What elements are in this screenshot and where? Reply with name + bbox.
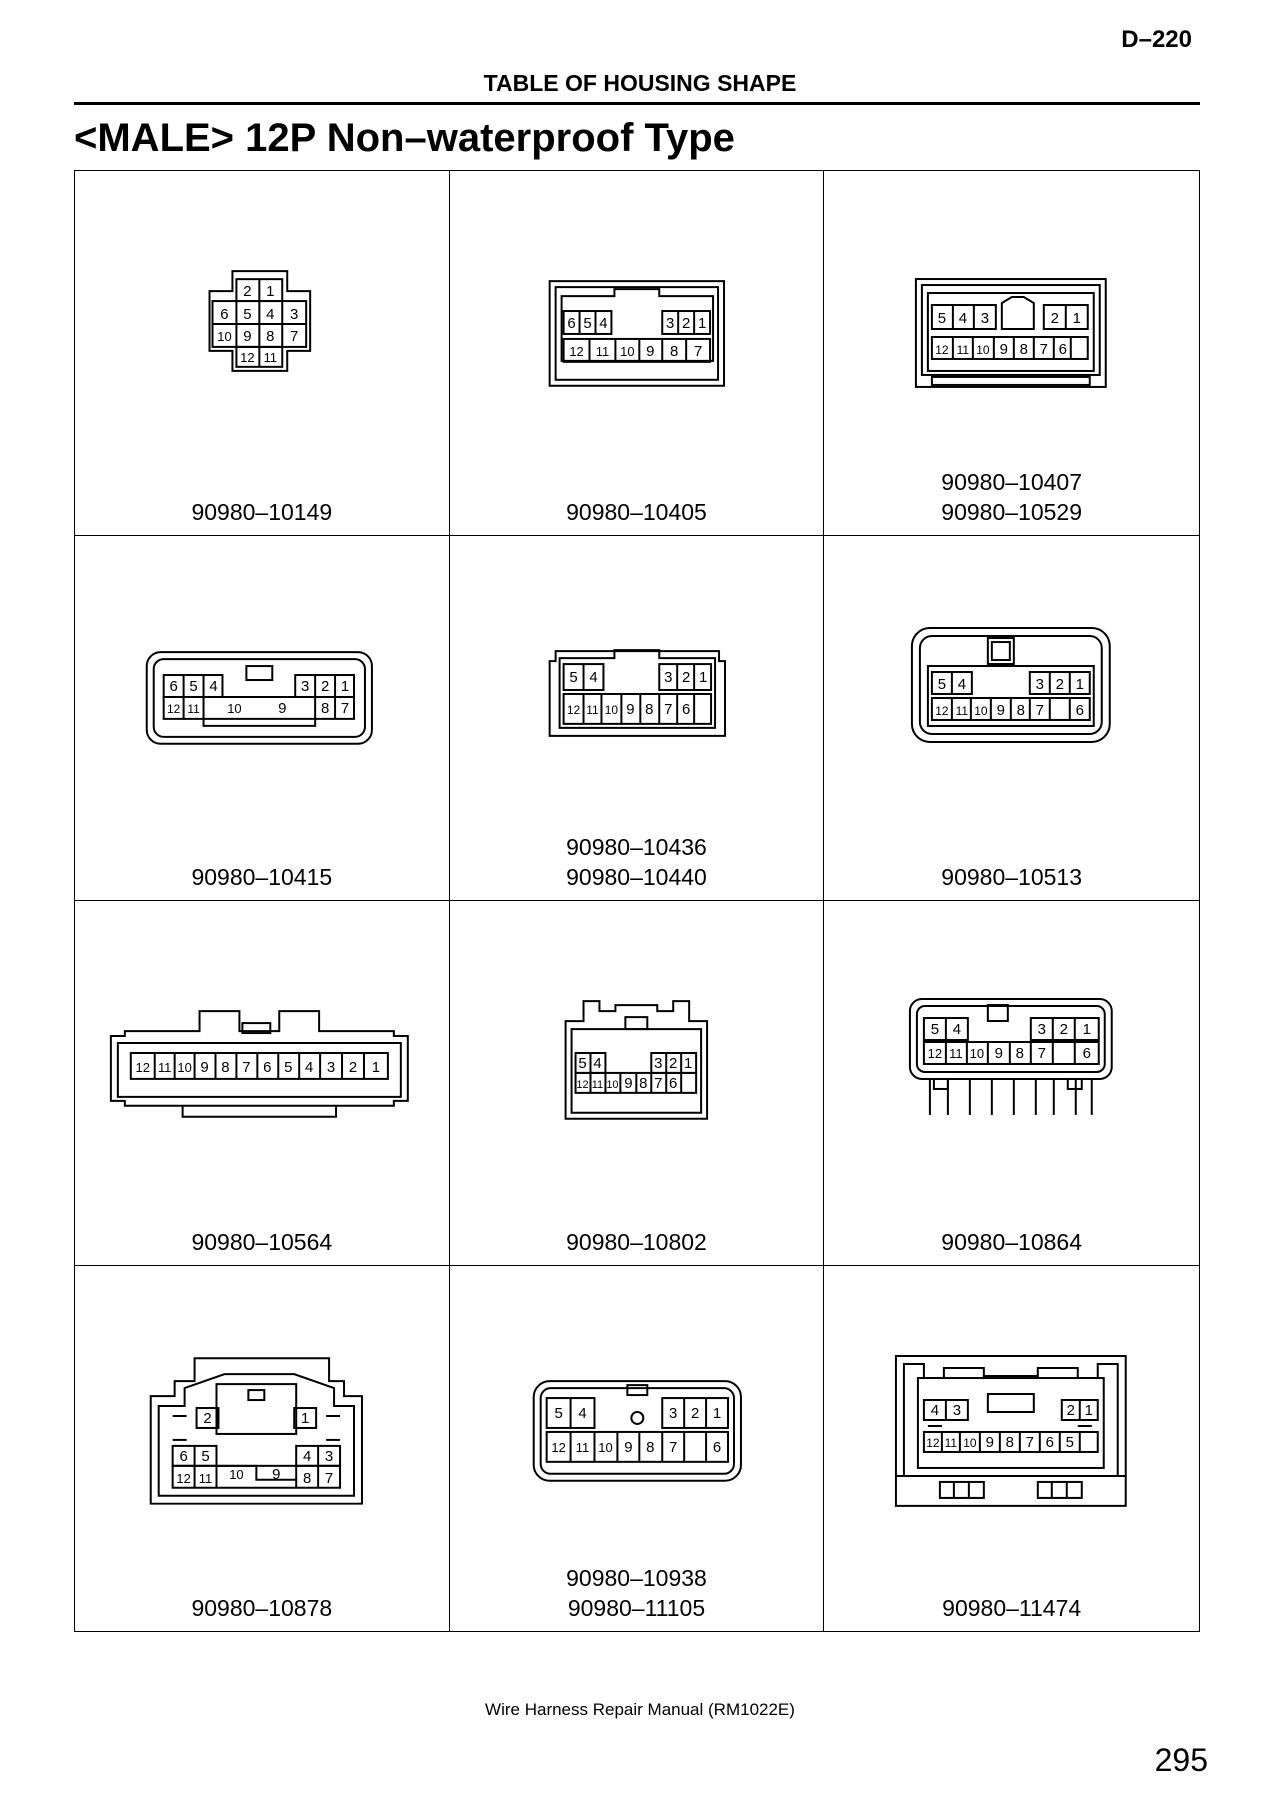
part-number: 90980–10436 (566, 834, 707, 860)
part-number: 90980–10513 (941, 864, 1083, 890)
connector-diagram-10513 (824, 536, 1199, 836)
svg-text:1: 1 (301, 1409, 310, 1427)
svg-text:9: 9 (645, 342, 655, 360)
svg-text:1: 1 (698, 669, 707, 687)
svg-text:1: 1 (1084, 1402, 1094, 1420)
svg-text:6: 6 (1082, 1044, 1092, 1062)
svg-text:9: 9 (278, 699, 287, 717)
svg-text:7: 7 (693, 342, 702, 360)
svg-text:5: 5 (554, 1404, 563, 1422)
connector-cell-10436 (450, 536, 825, 901)
svg-text:10: 10 (974, 703, 988, 718)
part-number-list (75, 1593, 449, 1623)
svg-text:5: 5 (583, 314, 592, 332)
svg-text:4: 4 (958, 675, 967, 693)
svg-text:12: 12 (176, 1470, 191, 1486)
svg-text:1: 1 (712, 1404, 721, 1422)
svg-text:5: 5 (189, 677, 198, 695)
part-number-list (75, 1227, 449, 1257)
svg-text:8: 8 (644, 700, 654, 718)
part-number: 90980–10407 (941, 469, 1083, 495)
connector-cell-10149 (75, 171, 450, 536)
svg-text:8: 8 (1019, 340, 1029, 358)
svg-text:12: 12 (935, 342, 949, 357)
svg-text:1: 1 (340, 677, 350, 695)
svg-text:8: 8 (638, 1074, 648, 1092)
svg-text:4: 4 (592, 1054, 602, 1072)
svg-text:8: 8 (303, 1469, 312, 1487)
svg-text:11: 11 (575, 1439, 589, 1455)
svg-text:2: 2 (668, 1054, 678, 1072)
svg-text:11: 11 (595, 343, 609, 359)
svg-text:1: 1 (1075, 675, 1085, 693)
svg-text:9: 9 (272, 1465, 281, 1483)
connector-diagram-10802 (450, 901, 824, 1201)
svg-text:10: 10 (604, 702, 618, 717)
svg-text:8: 8 (1015, 1044, 1025, 1062)
svg-text:1: 1 (1082, 1021, 1092, 1039)
svg-text:10: 10 (963, 1435, 977, 1450)
connector-diagram-10436 (450, 536, 824, 836)
svg-text:2: 2 (690, 1404, 699, 1422)
part-number-list (450, 497, 824, 527)
svg-text:8: 8 (645, 1438, 655, 1456)
svg-text:11: 11 (956, 342, 970, 357)
connector-cell-10564 (75, 901, 450, 1266)
connector-cell-11474 (824, 1266, 1199, 1631)
svg-text:7: 7 (242, 1058, 251, 1076)
svg-text:11: 11 (263, 349, 278, 365)
svg-text:1: 1 (697, 314, 706, 332)
header-rule (74, 102, 1200, 105)
svg-text:12: 12 (167, 701, 181, 716)
svg-text:10: 10 (605, 1078, 619, 1091)
part-number: 90980–10405 (566, 499, 707, 525)
svg-text:4: 4 (953, 1021, 962, 1039)
part-number-list (824, 1593, 1199, 1623)
part-number: 90980–10864 (941, 1229, 1083, 1255)
connector-diagram-10149 (75, 171, 449, 471)
svg-text:3: 3 (663, 669, 673, 687)
svg-text:3: 3 (653, 1054, 663, 1072)
svg-text:8: 8 (221, 1058, 230, 1076)
part-number: 90980–11474 (942, 1595, 1082, 1621)
svg-text:11: 11 (585, 702, 599, 717)
svg-text:5: 5 (938, 675, 947, 693)
svg-text:7: 7 (324, 1469, 334, 1487)
svg-text:12: 12 (240, 349, 255, 365)
svg-text:8: 8 (1016, 701, 1026, 719)
svg-text:7: 7 (290, 327, 299, 345)
svg-text:12: 12 (569, 343, 584, 359)
connector-cell-10513 (824, 536, 1199, 901)
svg-text:4: 4 (266, 306, 275, 324)
svg-text:1: 1 (683, 1054, 692, 1072)
svg-text:1: 1 (371, 1058, 381, 1076)
svg-text:11: 11 (944, 1435, 958, 1450)
svg-text:12: 12 (566, 702, 580, 717)
svg-text:11: 11 (955, 703, 969, 718)
svg-text:6: 6 (169, 677, 178, 695)
svg-text:5: 5 (578, 1054, 587, 1072)
svg-text:2: 2 (203, 1409, 212, 1427)
svg-text:4: 4 (578, 1404, 587, 1422)
connector-cell-10864 (824, 901, 1199, 1266)
part-number: 90980–10440 (566, 864, 707, 890)
part-number: 90980–10529 (941, 499, 1083, 525)
svg-text:6: 6 (668, 1074, 678, 1092)
svg-text:2: 2 (1055, 675, 1065, 693)
part-number-list (450, 832, 824, 892)
svg-text:9: 9 (625, 700, 635, 718)
part-number: 90980–10149 (191, 499, 333, 525)
svg-text:10: 10 (229, 1466, 244, 1482)
svg-text:10: 10 (217, 328, 232, 344)
svg-text:10: 10 (177, 1059, 192, 1075)
connector-diagram-10415 (75, 536, 449, 836)
part-number-list (824, 467, 1199, 527)
svg-text:12: 12 (928, 1045, 943, 1061)
part-number-list (75, 497, 449, 527)
connector-cell-10802 (450, 901, 825, 1266)
svg-text:6: 6 (1045, 1433, 1055, 1451)
connector-diagram-10864 (824, 901, 1199, 1201)
svg-text:8: 8 (669, 342, 679, 360)
svg-text:7: 7 (653, 1074, 663, 1092)
part-number: 90980–10938 (566, 1565, 707, 1591)
svg-text:3: 3 (1037, 1021, 1047, 1039)
svg-text:4: 4 (931, 1402, 940, 1420)
svg-text:11: 11 (949, 1045, 963, 1061)
svg-text:7: 7 (668, 1438, 678, 1456)
svg-text:3: 3 (665, 314, 675, 332)
connector-diagram-10405 (450, 171, 824, 471)
svg-text:10: 10 (227, 700, 242, 716)
svg-text:6: 6 (712, 1438, 721, 1456)
housing-shape-table (74, 170, 1200, 1632)
svg-text:10: 10 (969, 1045, 985, 1061)
svg-text:3: 3 (668, 1404, 678, 1422)
svg-text:2: 2 (1066, 1402, 1076, 1420)
svg-text:12: 12 (135, 1059, 150, 1075)
svg-text:9: 9 (986, 1433, 995, 1451)
connector-diagram-10878 (75, 1266, 449, 1566)
svg-text:6: 6 (1058, 340, 1068, 358)
svg-text:1: 1 (1072, 309, 1082, 327)
connector-diagram-10407 (824, 171, 1199, 471)
svg-text:6: 6 (220, 306, 229, 324)
svg-text:5: 5 (243, 306, 252, 324)
svg-text:3: 3 (953, 1402, 962, 1420)
svg-text:2: 2 (1050, 309, 1060, 327)
svg-text:3: 3 (290, 306, 299, 324)
connector-diagram-10938 (450, 1266, 824, 1566)
svg-text:1: 1 (266, 283, 275, 301)
svg-text:2: 2 (681, 669, 690, 687)
part-number-list (824, 862, 1199, 892)
svg-text:2: 2 (1059, 1021, 1069, 1039)
svg-text:2: 2 (320, 677, 330, 695)
svg-text:6: 6 (567, 314, 576, 332)
svg-text:4: 4 (305, 1058, 314, 1076)
svg-text:8: 8 (320, 699, 330, 717)
connector-cell-10415 (75, 536, 450, 901)
part-number: 90980–10564 (191, 1229, 333, 1255)
svg-text:3: 3 (326, 1058, 336, 1076)
svg-text:7: 7 (340, 699, 350, 717)
svg-text:6: 6 (263, 1058, 272, 1076)
svg-text:12: 12 (926, 1435, 940, 1450)
svg-text:10: 10 (597, 1439, 613, 1455)
svg-text:7: 7 (1025, 1433, 1035, 1451)
svg-text:7: 7 (1039, 340, 1049, 358)
page-number: 295 (1154, 1742, 1208, 1778)
svg-text:9: 9 (995, 1044, 1004, 1062)
svg-text:2: 2 (681, 314, 690, 332)
svg-text:4: 4 (209, 677, 218, 695)
svg-text:3: 3 (1035, 675, 1045, 693)
footer-manual-title: Wire Harness Repair Manual (RM1022E) (485, 1700, 795, 1719)
svg-text:9: 9 (243, 327, 252, 345)
svg-text:9: 9 (623, 1438, 633, 1456)
svg-text:5: 5 (569, 669, 578, 687)
part-number-list (824, 1227, 1199, 1257)
part-number: 90980–10415 (191, 864, 333, 890)
svg-text:11: 11 (198, 1470, 213, 1486)
svg-text:12: 12 (935, 703, 949, 718)
svg-text:11: 11 (157, 1059, 172, 1075)
connector-cell-10407 (824, 171, 1199, 536)
svg-text:12: 12 (576, 1078, 589, 1091)
svg-text:2: 2 (348, 1058, 358, 1076)
section-title: TABLE OF HOUSING SHAPE (483, 70, 797, 96)
part-number: 90980–10878 (191, 1595, 333, 1621)
svg-text:5: 5 (201, 1447, 210, 1465)
svg-text:4: 4 (959, 309, 968, 327)
svg-text:11: 11 (187, 701, 200, 716)
connector-diagram-11474 (824, 1266, 1199, 1566)
page-id: D–220 (1121, 26, 1192, 53)
svg-text:6: 6 (681, 700, 690, 718)
part-number-list (75, 862, 449, 892)
svg-text:7: 7 (663, 700, 673, 718)
svg-text:9: 9 (200, 1058, 209, 1076)
svg-text:5: 5 (284, 1058, 293, 1076)
connector-diagram-10564 (75, 901, 449, 1201)
svg-text:5: 5 (931, 1021, 940, 1039)
svg-text:10: 10 (976, 342, 990, 357)
svg-text:3: 3 (324, 1447, 334, 1465)
svg-text:5: 5 (1065, 1433, 1075, 1451)
connector-cell-10938 (450, 1266, 825, 1631)
svg-text:3: 3 (301, 677, 310, 695)
part-number-list (450, 1563, 824, 1623)
svg-text:8: 8 (266, 327, 275, 345)
svg-text:8: 8 (1005, 1433, 1015, 1451)
page-title: <MALE> 12P Non–waterproof Type (74, 116, 735, 160)
connector-cell-10405 (450, 171, 825, 536)
svg-text:12: 12 (551, 1439, 566, 1455)
svg-text:9: 9 (623, 1074, 633, 1092)
part-number-list (450, 1227, 824, 1257)
svg-text:6: 6 (179, 1447, 188, 1465)
svg-text:2: 2 (243, 283, 252, 301)
svg-text:4: 4 (588, 669, 598, 687)
svg-text:6: 6 (1075, 701, 1085, 719)
svg-text:4: 4 (303, 1447, 312, 1465)
svg-text:7: 7 (1035, 701, 1045, 719)
svg-text:7: 7 (1037, 1044, 1047, 1062)
svg-text:9: 9 (999, 340, 1009, 358)
svg-text:9: 9 (997, 701, 1006, 719)
part-number: 90980–10802 (566, 1229, 707, 1255)
svg-text:3: 3 (981, 309, 990, 327)
connector-cell-10878 (75, 1266, 450, 1631)
svg-text:10: 10 (619, 343, 635, 359)
svg-text:5: 5 (938, 309, 947, 327)
svg-text:4: 4 (598, 314, 608, 332)
svg-text:11: 11 (591, 1078, 603, 1091)
part-number: 90980–11105 (567, 1595, 706, 1621)
